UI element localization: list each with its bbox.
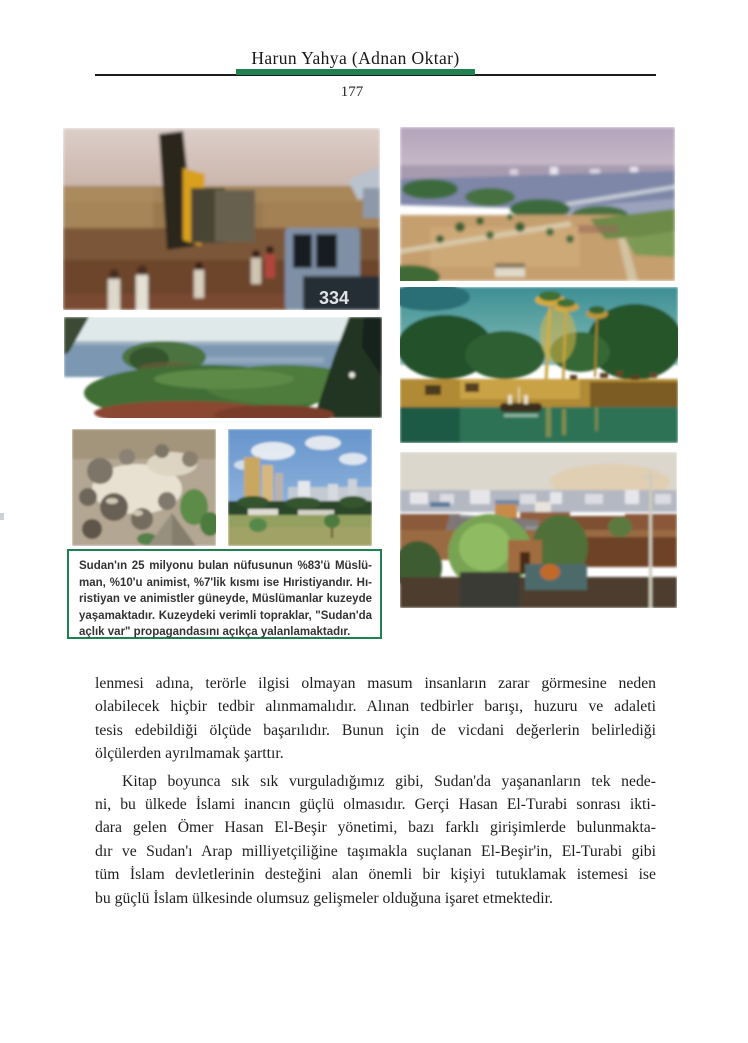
body-paragraph-2 — [95, 770, 656, 910]
photo-caption-box — [67, 549, 382, 639]
body-line: olabilecek hiçbir tedbir alınmamalıdır. Alınan tedbirler barışı, huzuru ve adaleti — [95, 698, 656, 716]
photo-palms-riverbank — [400, 287, 678, 443]
photo-city-skyline — [228, 429, 372, 546]
caption-line: açlık var" propagandasını açıkça yalanlamaktadır. — [79, 626, 351, 639]
body-line: dara gelen Ömer Hasan El-Beşir yönetimi, bazı farklı girişimlerde bulunmakta- — [95, 819, 656, 837]
photo-river-aerial — [400, 127, 675, 281]
photo-town-view — [400, 452, 677, 608]
body-line: dır ve Sudan'ı Arap milliyetçiliğine taşımakla suçlanan El-Beşir'in, El-Turabi gibi — [95, 842, 656, 860]
body-line: ölçülerden ayrılmamak şarttır. — [95, 745, 284, 763]
caption-line: man, %10'u animist, %7'lik kısmı ise Hıristiyandır. Hı- — [79, 576, 372, 589]
page-header-title: Harun Yahya (Adnan Oktar) — [251, 48, 460, 68]
scan-artifact-mark — [0, 513, 4, 520]
body-line: bu güçlü İslam ülkesinde olumsuz gelişmeler olduğuna işaret etmektedir. — [95, 889, 553, 907]
photo-lake-vegetation — [64, 317, 382, 418]
photo-rocky-terrain — [72, 429, 216, 546]
header-accent-bar — [236, 69, 475, 75]
body-line: ni, bu ülkede İslami inancın güçlü olmasıdır. Gerçi Hasan El-Turabi sonrası ikti- — [95, 795, 656, 813]
body-line: tesis edebildiği ölçüde başarılıdır. Bunun için de vicdani değerlerin belirlediği — [95, 721, 656, 739]
caption-line: Sudan'ın 25 milyonu bulan nüfusunun %83'ü Müslü- — [79, 560, 372, 572]
body-line: tüm İslam devletlerinin desteğini alan önemli bir kişiyi tutuklamak istemesi ise — [95, 866, 656, 884]
caption-line: yaşamaktadır. Kuzeydeki verimli topraklar, "Sudan'da — [79, 609, 372, 622]
body-paragraph-1 — [95, 672, 656, 766]
caption-line: ristiyan ve animistler güneyde, Müslümanlar kuzeyde — [79, 593, 372, 606]
page-number: 177 — [340, 84, 364, 100]
body-line: lenmesi adına, terörle ilgisi olmayan masum insanların zarar görmesine neden — [95, 675, 656, 692]
body-line: Kitap boyunca sık sık vurguladığımız gibi, Sudan'da yaşananların tek nede- — [122, 772, 656, 790]
photo-sugarcane-harvester — [63, 128, 380, 310]
tractor-number-label: 334 — [319, 288, 350, 308]
body-text — [95, 672, 656, 910]
